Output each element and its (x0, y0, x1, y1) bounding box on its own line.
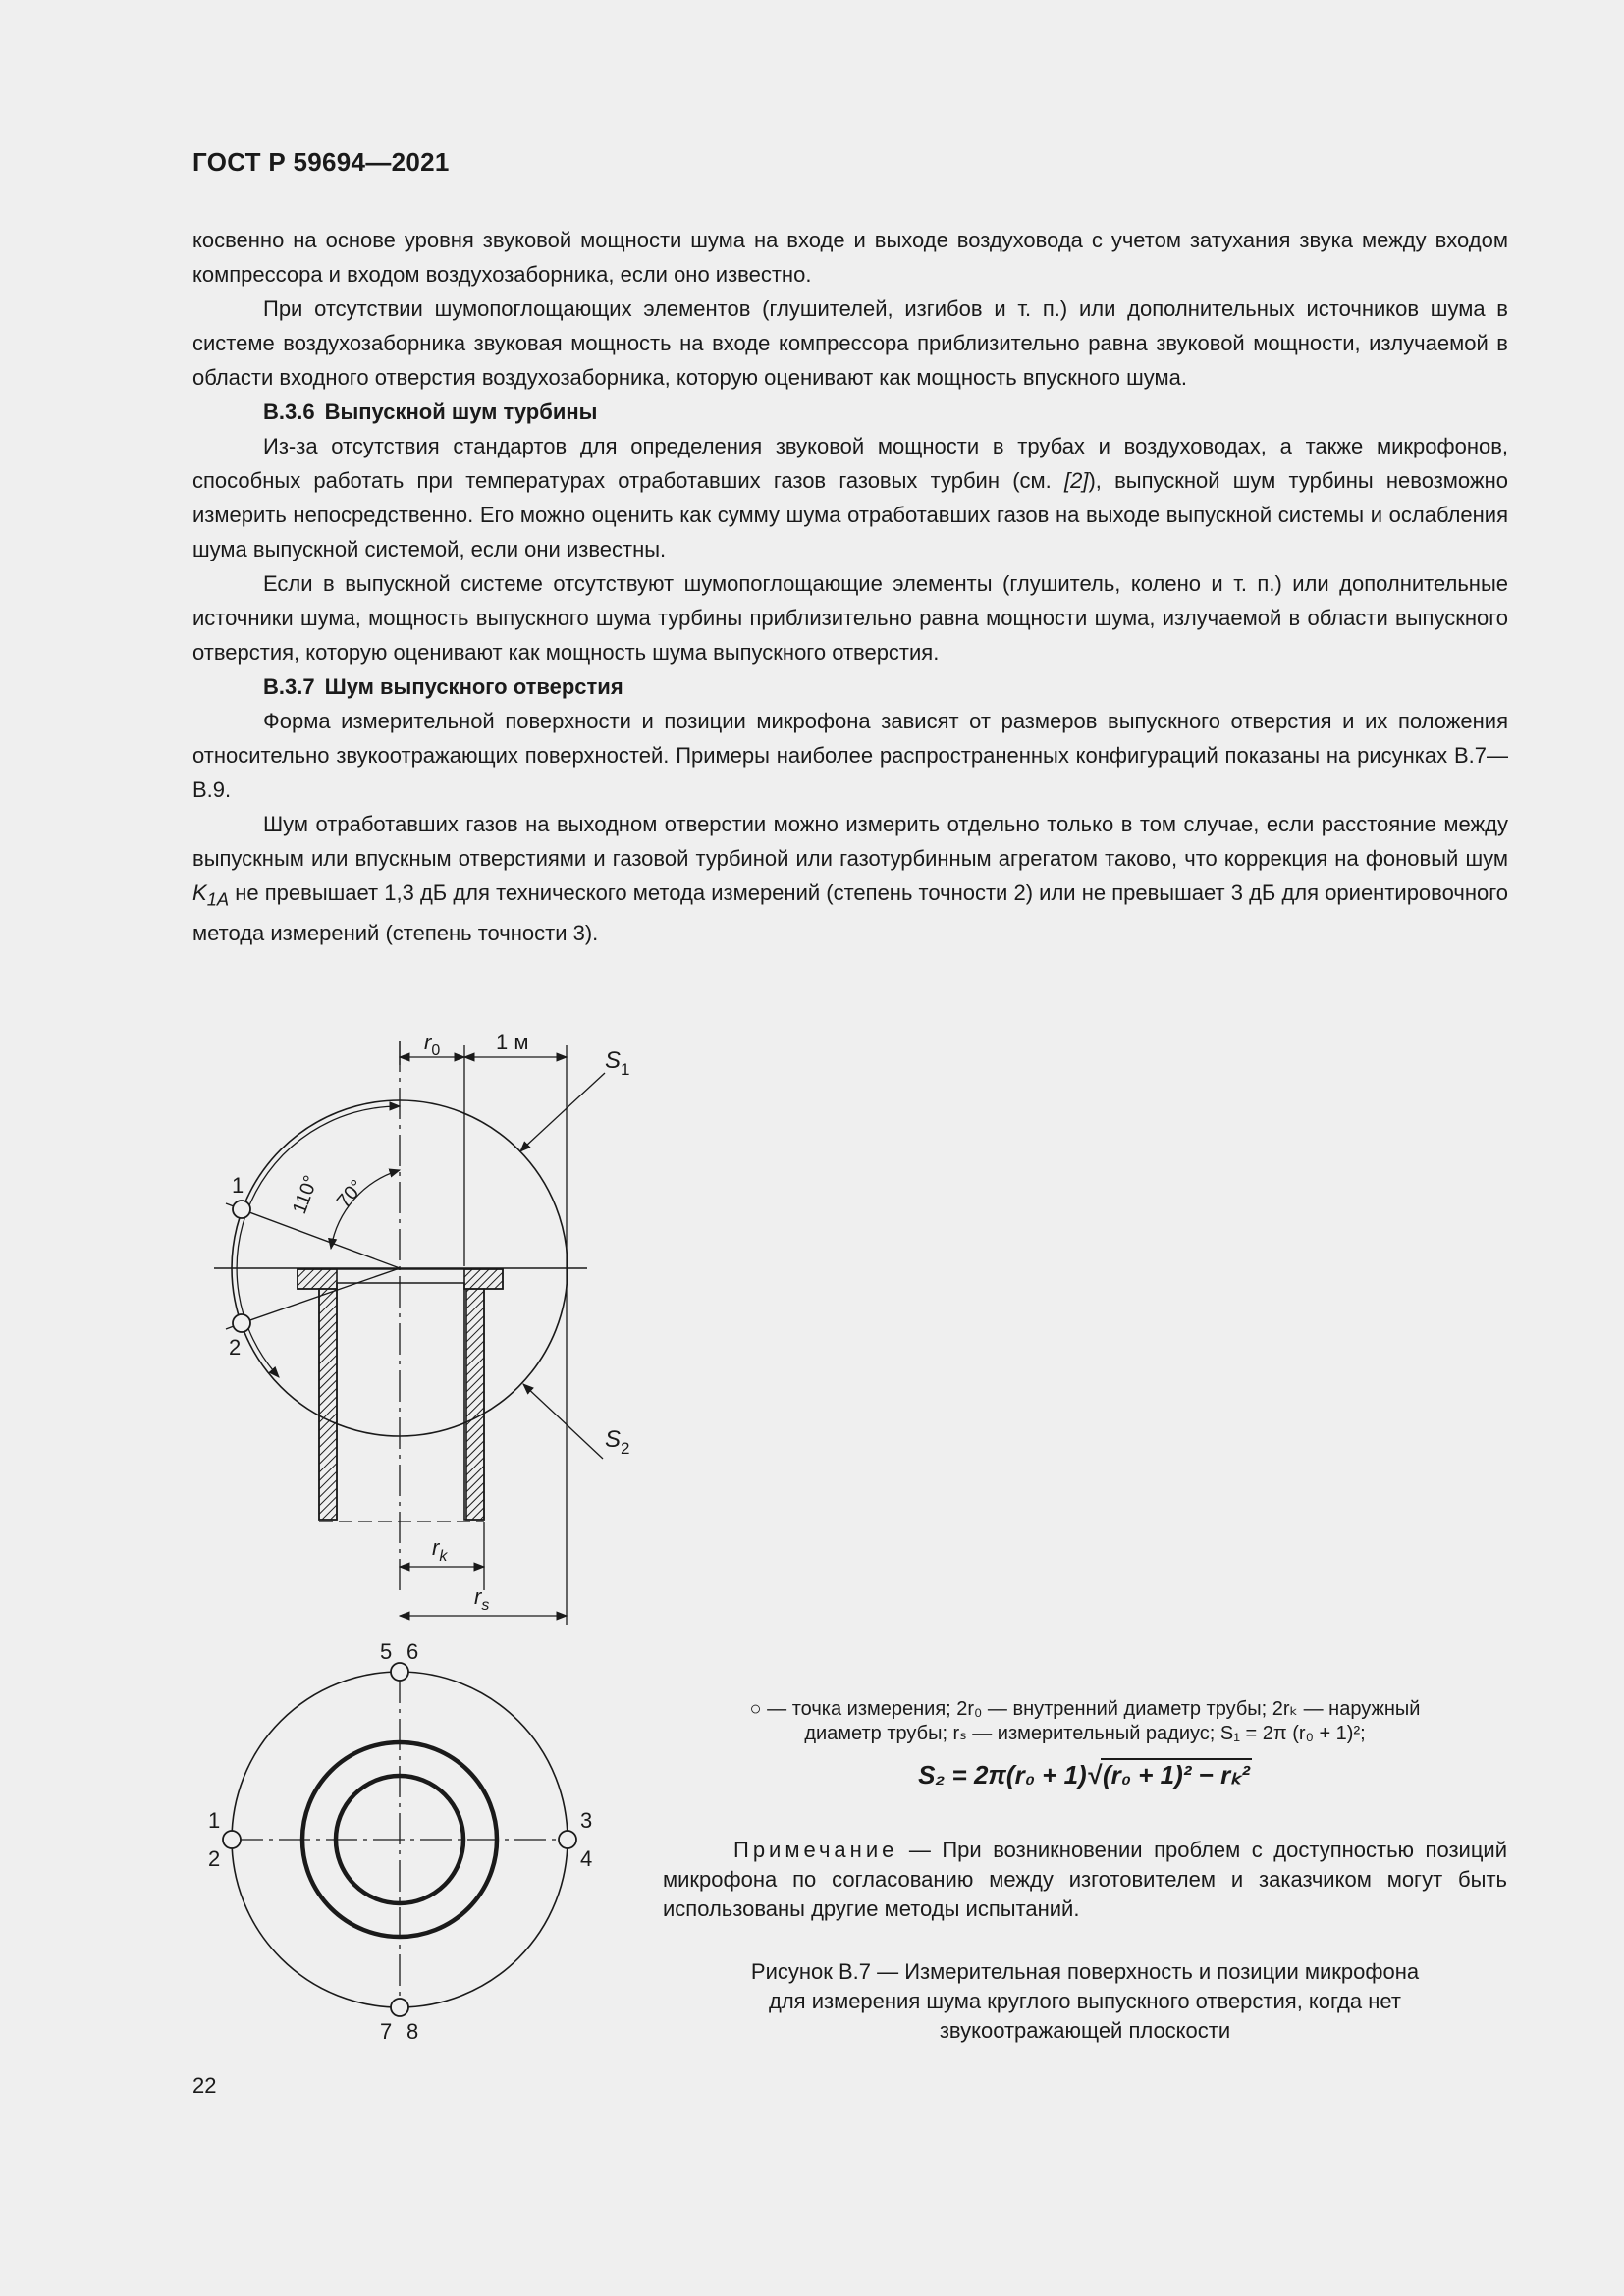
measurement-point-1 (233, 1201, 250, 1218)
angle-70-arc (331, 1170, 400, 1249)
label-angle-70: 70° (332, 1175, 369, 1213)
text-run: ), выпускной шум турбины невозможно измерить непосредственно. Его можно оценить как сумму шума отработавших газов на выходе выпускной системы и ослабления шума выпускной системой, если они известны. (192, 468, 1508, 561)
sqrt-sign: √ (1086, 1760, 1101, 1789)
formula-lhs: S₂ = 2π(r₀ + 1) (918, 1760, 1087, 1789)
flange-right-section (464, 1269, 503, 1289)
text-run: не превышает 1,3 дБ для технического метода измерений (степень точности 2) или не превышает 3 дБ для ориентировочного метода измерений (степень точности 3). (192, 881, 1508, 946)
side-view-labels (229, 1030, 629, 1614)
flange-left-section (298, 1269, 337, 1289)
caption-line: для измерения шума круглого выпускного отверстия, когда нет (769, 1989, 1401, 2013)
label-point-2-plan: 2 (208, 1846, 221, 1871)
angle-110-arc (237, 1106, 400, 1377)
label-point-7: 7 (380, 2019, 393, 2044)
caption-line: Рисунок В.7 — Измерительная поверхность и позиции микрофона (750, 1959, 1420, 1984)
text-run: Из-за отсутствия стандартов для определения звуковой мощности в трубах и воздуховодах, а также микрофонов, способных работать при температурах отработавших газов газовых турбин (см. (192, 434, 1508, 493)
symbol-k-subscript: 1A (206, 888, 230, 910)
section-number: B.3.7 (263, 674, 315, 699)
section-title: Выпускной шум турбины (324, 400, 598, 424)
label-point-4: 4 (580, 1846, 593, 1871)
label-point-1: 1 (232, 1173, 244, 1198)
document-code: ГОСТ Р 59694—2021 (192, 147, 450, 177)
page-number: 22 (192, 2073, 217, 2098)
text-run: Шум отработавших газов на выходном отверстии можно измерить отдельно только в том случае, если расстояние между выпускным или впускным отверстиями и газовой турбиной или газотурбинным агрегатом таково, что коррекция на фоновый шум (192, 812, 1508, 871)
s1-arrow (520, 1147, 525, 1151)
label-rk: $r_k$ (432, 1535, 448, 1565)
legend-line: ○ — точка измерения; 2r₀ — внутренний диаметр трубы; 2rₖ — наружный (749, 1698, 1421, 1720)
section-title: Шум выпускного отверстия (324, 674, 623, 699)
note-lead: Примечание (733, 1838, 898, 1862)
figure-note (663, 1836, 1507, 1924)
s2-leader (523, 1384, 603, 1459)
reference-link[interactable]: [2] (1063, 468, 1089, 493)
label-point-2: 2 (229, 1335, 242, 1360)
figure-caption (663, 1957, 1507, 2046)
plan-view (223, 1663, 576, 2016)
s1-leader (525, 1073, 605, 1147)
formula-s2 (663, 1758, 1507, 1790)
legend-line: диаметр трубы; rₛ — измерительный радиус; S₁ = 2π (r₀ + 1)²; (804, 1723, 1366, 1744)
label-s1: $S_1$ (605, 1047, 630, 1079)
section-number: B.3.6 (263, 400, 315, 424)
figure-legend (663, 1697, 1507, 1746)
label-point-6: 6 (406, 1639, 419, 1664)
paragraph-continued: косвенно на основе уровня звуковой мощности шума на входе и выходе воздуховода с учетом затухания звука между входом компрессора и входом воздухозаборника, если оно известно. (192, 228, 1508, 287)
caption-line: звукоотражающей плоскости (939, 2018, 1231, 2043)
label-angle-110: 110° (289, 1172, 323, 1217)
paragraph-exhaust-absence: Если в выпускной системе отсутствуют шумопоглощающие элементы (глушитель, колено и т. п.) или дополнительные источники шума, мощность выпускного шума турбины приблизительно равна мощности шума, излучаемой в области выпускного отверстия, которую оценивают как мощность шума выпускного отверстия. (192, 571, 1508, 665)
side-view (214, 1041, 605, 1625)
label-point-3: 3 (580, 1808, 593, 1833)
note-text: — При возникновении проблем с доступностью позиций микрофона по согласованию между изготовителем и заказчиком могут быть использованы другие методы испытаний. (663, 1838, 1507, 1921)
label-point-5: 5 (380, 1639, 393, 1664)
label-r0: $r_0$ (424, 1030, 441, 1059)
radius-to-point-1 (242, 1209, 400, 1268)
measurement-point-2 (233, 1314, 250, 1332)
label-s2: $S_2$ (605, 1426, 630, 1458)
measurement-point-5-6 (391, 1663, 408, 1681)
label-rs: $r_s$ (474, 1584, 490, 1614)
measurement-point-7-8 (391, 1999, 408, 2016)
label-one-metre: 1 м (496, 1030, 529, 1054)
measurement-point-3-4 (559, 1831, 576, 1848)
label-point-1-plan: 1 (208, 1808, 221, 1833)
paragraph-intake: При отсутствии шумопоглощающих элементов (глушителей, изгибов и т. п.) или дополнительных источников шума в системе воздухозаборника звуковая мощность на входе компрессора приблизительно равна звуковой мощности, излучаемой в области входного отверстия воздухозаборника, которую оценивают как мощность впускного шума. (192, 296, 1508, 390)
paragraph-surface-shape: Форма измерительной поверхности и позиции микрофона зависят от размеров выпускного отверстия и их положения относительно звукоотражающих поверхностей. Примеры наиболее распространенных конфигураций показаны на рисунках В.7—В.9. (192, 709, 1508, 802)
measurement-point-1-2 (223, 1831, 241, 1848)
label-point-8: 8 (406, 2019, 419, 2044)
pipe-wall-right (466, 1289, 484, 1520)
formula-radicand: (r₀ + 1)² − rₖ² (1103, 1760, 1250, 1789)
symbol-k: K (192, 881, 207, 905)
pipe-wall-left (319, 1289, 337, 1520)
